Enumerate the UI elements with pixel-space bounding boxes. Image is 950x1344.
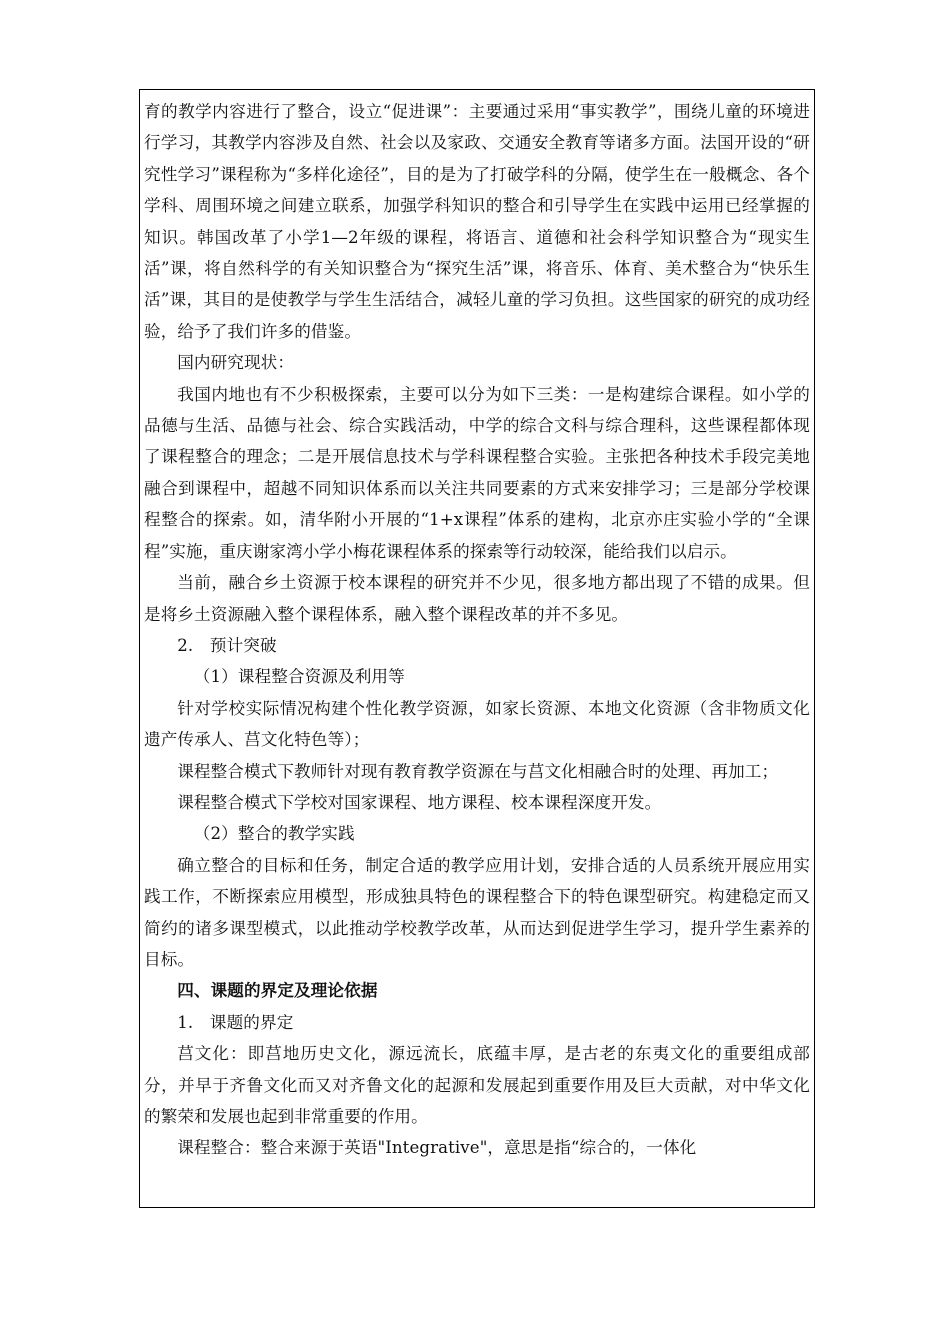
paragraph-resources-1: 针对学校实际情况构建个性化教学资源，如家长资源、本地文化资源（含非物质文化遗产传承人、莒文化特色等）； [144,698,810,750]
subheading-teaching-practice: （2）整合的教学实践 [193,824,355,844]
paragraph-ju-culture: 莒文化：即莒地历史文化，源远流长，底蕴丰厚，是古老的东夷文化的重要组成部分，并早于齐鲁文化而又对齐鲁文化的起源和发展起到重要作用及巨大贡献，对中华文化的繁荣和发展也起到非常重要的作用。 [144,1044,810,1126]
table-cell [139,89,815,1208]
paragraph-foreign-research: 育的教学内容进行了整合，设立“促进课”：主要通过采用“事实教学”，围绕儿童的环境进行学习，其教学内容涉及自然、社会以及家政、交通安全教育等诸多方面。法国开设的“研究性学习”课程称为“多样化途径”，目的是为了打破学科的分隔，使学生在一般概念、各个学科、周围环境之间建立联系，加强学科知识的整合和引导学生在实践中运用已经掌握的知识。韩国改革了小学1—2年级的课程，将语言、道德和社会科学知识整合为“现实生活”课，将自然科学的有关知识整合为“探究生活”课，将音乐、体育、美术整合为“快乐生活”课，其目的是使教学与学生生活结合，减轻儿童的学习负担。这些国家的研究的成功经验，给予了我们许多的借鉴。 [144,102,810,341]
subheading-resources: （1）课程整合资源及利用等 [193,667,405,687]
heading-topic-definition: 1. 课题的界定 [177,1012,294,1032]
heading-domestic-status: 国内研究现状： [177,353,295,373]
paragraph-current-situation: 当前，融合乡土资源于校本课程的研究并不少见，很多地方都出现了不错的成果。但是将乡土资源融入整个课程体系，融入整个课程改革的并不多见。 [144,573,810,624]
paragraph-resources-2: 课程整合模式下教师针对现有教育教学资源在与莒文化相融合时的处理、再加工； [177,761,779,781]
section-heading-definition: 四、课题的界定及理论依据 [177,980,378,1001]
heading-expected-breakthrough: 2. 预计突破 [177,635,277,655]
paragraph-course-integration: 课程整合：整合来源于英语"Integrative"，意思是指“综合的，一体化 [177,1138,697,1158]
paragraph-domestic-research: 我国内地也有不少积极探索，主要可以分为如下三类：一是构建综合课程。如小学的品德与生活、品德与社会、综合实践活动，中学的综合文科与综合理科，这些课程都体现了课程整合的理念；二是开展信息技术与学科课程整合实验。主张把各种技术手段完美地融合到课程中，超越不同知识体系而以关注共同要素的方式来安排学习；三是部分学校课程整合的探索。如，清华附小开展的“1+x课程”体系的建构，北京亦庄实验小学的“全课程”实施，重庆谢家湾小学小梅花课程体系的探索等行动较深，能给我们以启示。 [144,384,810,561]
paragraph-teaching-practice: 确立整合的目标和任务，制定合适的教学应用计划，安排合适的人员系统开展应用实践工作，不断探索应用模型，形成独具特色的课程整合下的特色课型研究。构建稳定而又简约的诸多课型模式，以此推动学校教学改革，从而达到促进学生学习，提升学生素养的目标。 [144,855,810,969]
paragraph-resources-3: 课程整合模式下学校对国家课程、地方课程、校本课程深度开发。 [177,792,662,812]
